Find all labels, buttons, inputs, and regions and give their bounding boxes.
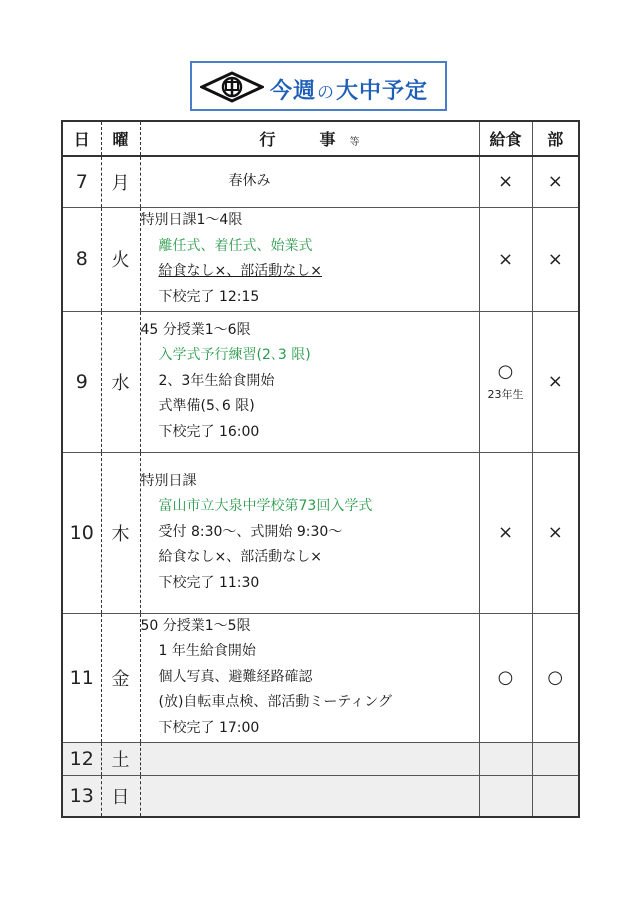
weekday: 月	[101, 156, 140, 207]
event-line: 春休み	[228, 173, 271, 189]
club-mark: ×	[532, 207, 579, 311]
event-line: 下校完了 17:00	[158, 719, 260, 736]
table-row	[62, 452, 579, 613]
table-row	[62, 156, 579, 207]
event-line: 富山市立大泉中学校第73回入学式	[158, 498, 373, 515]
events-cell	[140, 207, 479, 311]
title-banner	[190, 61, 447, 111]
event-line: 1 年生給食開始	[158, 643, 256, 660]
event-line: 50 分授業1～5限	[140, 617, 251, 634]
event-line: 45 分授業1～6限	[140, 321, 251, 338]
club-mark: ×	[532, 156, 579, 207]
schedule-table	[61, 120, 580, 818]
events-cell	[140, 613, 479, 742]
club-mark: ×	[532, 452, 579, 613]
table-row	[62, 775, 579, 817]
event-line: (放)自転車点検、部活動ミーティング	[158, 694, 393, 711]
header-events: 行 事等	[140, 121, 479, 156]
header-weekday: 曜	[101, 121, 140, 156]
day-number: 7	[62, 156, 101, 207]
weekday: 金	[101, 613, 140, 742]
event-line: 2、3年生給食開始	[158, 372, 275, 389]
event-line: 式準備(5､6 限)	[158, 398, 255, 415]
lunch-mark: ×	[479, 207, 532, 311]
lunch-cell	[479, 742, 532, 775]
club-mark: ×	[532, 311, 579, 452]
lunch-note: 23年生	[487, 388, 524, 401]
event-line: 下校完了 12:15	[158, 288, 260, 305]
events-cell	[140, 775, 479, 817]
table-row	[62, 742, 579, 775]
title-kana: の	[317, 83, 336, 103]
club-cell	[532, 742, 579, 775]
table-row	[62, 311, 579, 452]
event-line: 個人写真、避難経路確認	[158, 668, 313, 685]
lunch-mark: ×	[479, 452, 532, 613]
day-number: 11	[62, 613, 101, 742]
header-day: 日	[62, 121, 101, 156]
events-cell	[140, 156, 479, 207]
weekday: 土	[101, 742, 140, 775]
event-line: 給食なし×、部活動なし×	[158, 549, 322, 566]
event-line: 離任式、着任式、始業式	[158, 237, 313, 254]
lunch-cell	[479, 311, 532, 452]
header-lunch: 給食	[479, 121, 532, 156]
table-row	[62, 207, 579, 311]
day-number: 10	[62, 452, 101, 613]
table-row	[62, 613, 579, 742]
header-row	[62, 121, 579, 156]
lunch-mark: ×	[479, 156, 532, 207]
school-emblem-icon	[200, 71, 264, 103]
event-line: 特別日課1～4限	[140, 212, 243, 228]
lunch-mark: ○	[479, 613, 532, 742]
event-line: 受付 8:30～、式開始 9:30～	[158, 523, 343, 540]
page-title	[270, 74, 428, 105]
title-part-2: 大中予定	[336, 79, 429, 104]
day-number: 9	[62, 311, 101, 452]
event-line: 入学式予行練習(2､3 限)	[158, 347, 311, 364]
events-cell	[140, 742, 479, 775]
club-mark: ○	[532, 613, 579, 742]
lunch-mark: ○	[497, 361, 514, 382]
club-cell	[532, 775, 579, 817]
event-line: 給食なし×、部活動なし×	[158, 263, 322, 279]
day-number: 12	[62, 742, 101, 775]
header-club: 部	[532, 121, 579, 156]
event-line: 下校完了 11:30	[158, 574, 260, 591]
events-cell	[140, 311, 479, 452]
events-cell	[140, 452, 479, 613]
day-number: 8	[62, 207, 101, 311]
weekday: 日	[101, 775, 140, 817]
weekday: 木	[101, 452, 140, 613]
weekday: 火	[101, 207, 140, 311]
day-number: 13	[62, 775, 101, 817]
event-line: 下校完了 16:00	[158, 423, 260, 440]
lunch-cell	[479, 775, 532, 817]
weekday: 水	[101, 311, 140, 452]
title-part-1: 今週	[270, 79, 317, 104]
event-line: 特別日課	[140, 472, 197, 489]
